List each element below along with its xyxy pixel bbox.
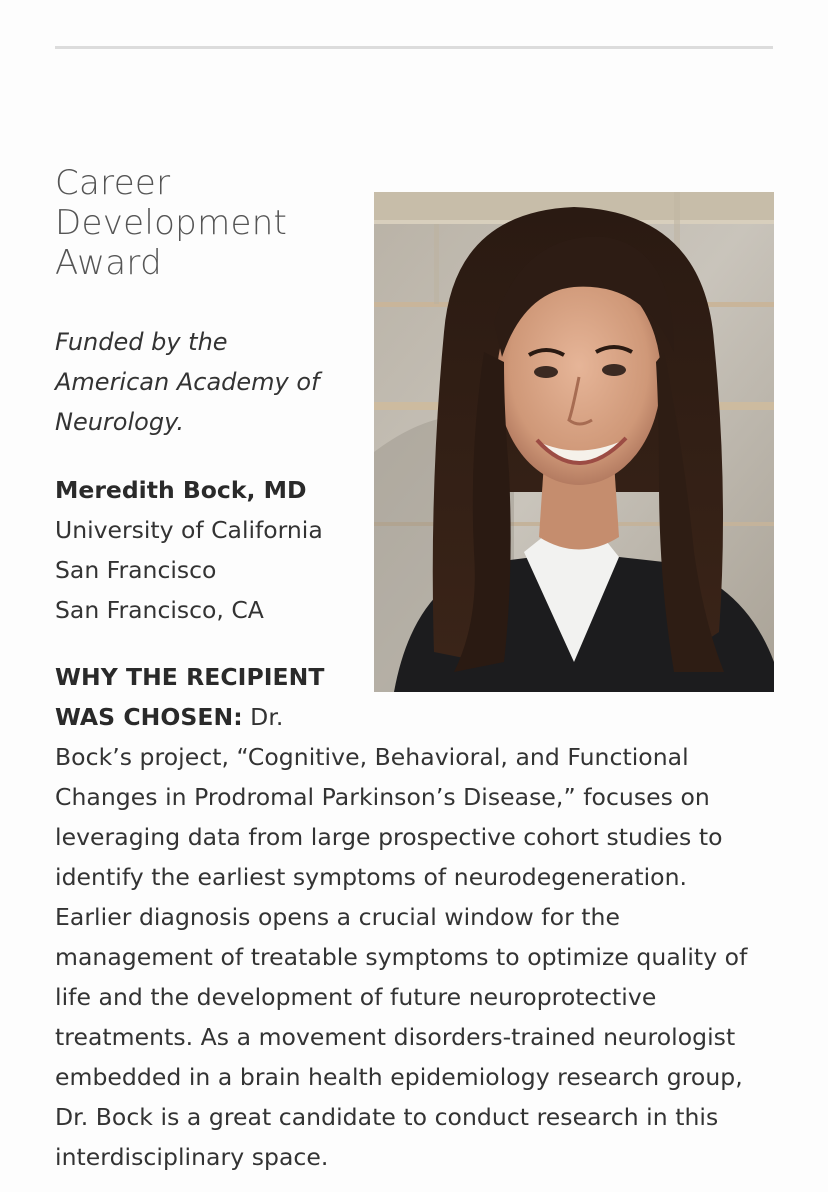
portrait-image	[374, 192, 774, 692]
why-chosen-line: Changes in Prodromal Parkinson’s Disease,” focuses on	[55, 783, 710, 811]
recipient-affiliation-line-1: University of California	[55, 516, 323, 544]
why-chosen-line: interdisciplinary space.	[55, 1143, 329, 1171]
award-title-line-1: Career	[55, 163, 171, 203]
recipient-block	[55, 470, 365, 630]
top-divider	[55, 46, 773, 49]
award-title-line-3: Award	[55, 243, 162, 283]
why-chosen-line: life and the development of future neuroprotective	[55, 983, 657, 1011]
recipient-affiliation-line-2: San Francisco	[55, 556, 217, 584]
why-chosen-text-start: Dr.	[242, 703, 284, 731]
why-chosen-line: treatments. As a movement disorders-trained neurologist	[55, 1023, 736, 1051]
recipient-name: Meredith Bock, MD	[55, 476, 307, 504]
why-chosen-line: identify the earliest symptoms of neurodegeneration.	[55, 863, 688, 891]
funding-note-line-1: Funded by the	[55, 328, 228, 356]
funding-note-line-3: Neurology.	[55, 408, 185, 436]
award-title-line-2: Development	[55, 203, 288, 243]
why-chosen-line: management of treatable symptoms to optimize quality of	[55, 943, 748, 971]
why-chosen-line: leveraging data from large prospective cohort studies to	[55, 823, 723, 851]
why-chosen-heading-continued: WAS CHOSEN:	[55, 703, 243, 731]
why-chosen-heading-line-2	[55, 697, 785, 737]
why-chosen-line: Dr. Bock is a great candidate to conduct research in this	[55, 1103, 719, 1131]
why-chosen-line: embedded in a brain health epidemiology research group,	[55, 1063, 743, 1091]
recipient-affiliation-line-3: San Francisco, CA	[55, 596, 264, 624]
why-chosen-line: Earlier diagnosis opens a crucial window for the	[55, 903, 621, 931]
why-chosen-line: Bock’s project, “Cognitive, Behavioral, and Functional	[55, 743, 689, 771]
funding-note-line-2: American Academy of	[55, 368, 320, 396]
funding-note	[55, 322, 365, 442]
why-chosen-heading-line-1	[55, 657, 785, 697]
award-title	[55, 163, 355, 283]
why-chosen-heading: WHY THE RECIPIENT	[55, 663, 325, 691]
why-chosen-section	[55, 657, 785, 1177]
recipient-photo	[374, 192, 774, 692]
